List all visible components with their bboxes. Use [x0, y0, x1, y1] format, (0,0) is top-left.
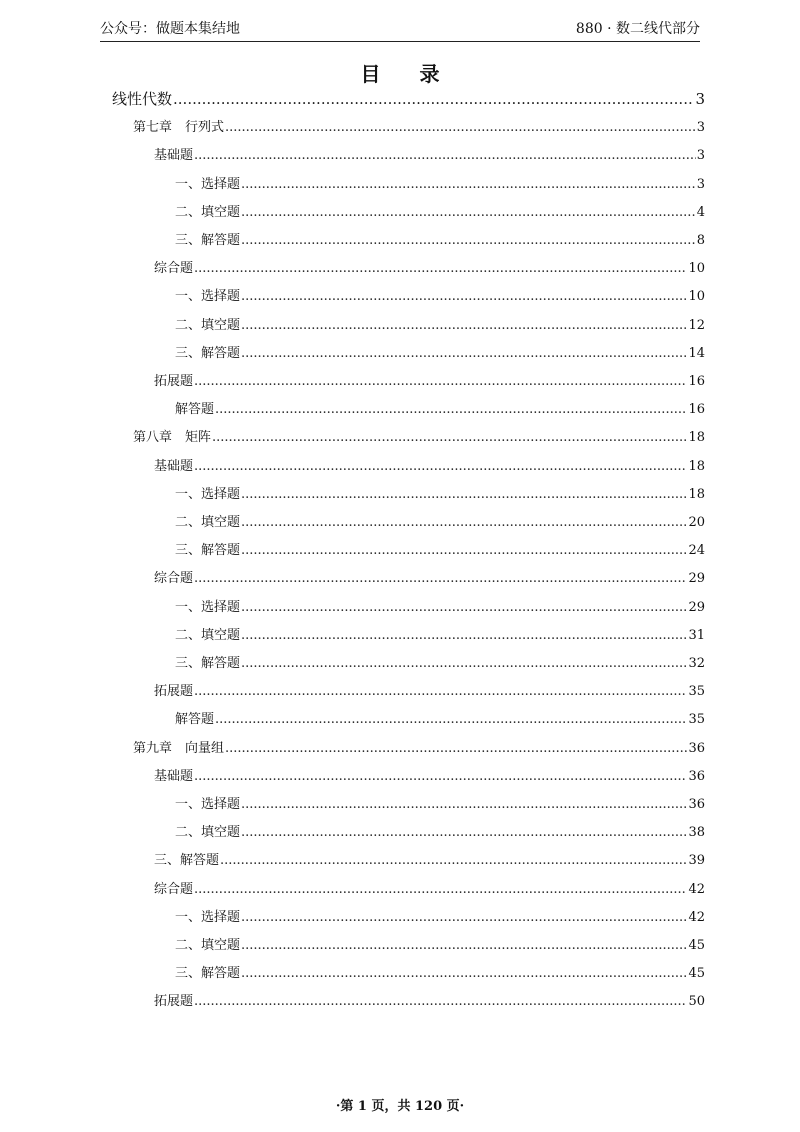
toc-entry-page-number: 29 [688, 571, 705, 587]
toc-leader-dots [194, 374, 687, 389]
toc-entry-label: 第九章 向量组 [133, 740, 225, 756]
toc-entry-page-number: 36 [688, 768, 705, 784]
toc-entry[interactable] [133, 426, 705, 445]
toc-entry[interactable] [175, 285, 705, 304]
toc-entry-page-number: 3 [696, 120, 705, 136]
toc-entry[interactable] [154, 567, 705, 586]
toc-entry[interactable] [154, 455, 705, 474]
toc-entry[interactable] [175, 398, 705, 417]
toc-entry-page-number: 16 [688, 374, 705, 389]
toc-leader-dots [241, 656, 687, 671]
toc-entry-page-number: 32 [688, 656, 705, 671]
toc-entry[interactable] [154, 990, 705, 1009]
toc-entry[interactable] [154, 257, 705, 276]
toc-leader-dots [173, 90, 694, 108]
toc-entry-page-number: 10 [688, 289, 705, 305]
toc-entry-page-number: 16 [688, 402, 705, 418]
toc-entry-label: 三、解答题 [175, 233, 241, 248]
toc-leader-dots [241, 318, 687, 333]
toc-entry-label: 解答题 [175, 402, 215, 418]
toc-entry-label: 一、选择题 [175, 797, 241, 812]
toc-leader-dots [241, 487, 687, 502]
toc-entry-page-number: 18 [688, 458, 705, 474]
toc-entry-label: 二、填空题 [175, 627, 241, 643]
toc-entry-page-number: 42 [688, 909, 705, 925]
toc-entry[interactable] [154, 370, 705, 389]
header-left-text: 公众号：做题本集结地 [100, 21, 240, 37]
toc-entry-page-number: 12 [688, 317, 705, 333]
toc-leader-dots [194, 684, 687, 699]
toc-entry[interactable] [175, 539, 705, 558]
toc-entry[interactable] [175, 962, 705, 981]
toc-leader-dots [241, 346, 687, 361]
toc-entry[interactable] [133, 116, 705, 135]
toc-entry-label: 综合题 [154, 881, 194, 897]
toc-leader-dots [241, 938, 687, 953]
toc-entry-page-number: 4 [696, 204, 705, 220]
toc-entry-page-number: 31 [688, 627, 705, 643]
toc-entry-page-number: 8 [696, 233, 705, 248]
toc-entry-label: 二、填空题 [175, 204, 241, 220]
toc-leader-dots [241, 205, 696, 220]
header-right-text: 880 · 数二线代部分 [575, 21, 700, 37]
toc-entry-label: 一、选择题 [175, 909, 241, 925]
toc-entry-page-number: 3 [696, 176, 705, 192]
toc-entry-label: 基础题 [154, 148, 194, 164]
toc-leader-dots [241, 515, 687, 530]
toc-entry-page-number: 10 [688, 261, 705, 277]
toc-entry-page-number: 3 [696, 148, 705, 164]
toc-entry-page-number: 29 [688, 599, 705, 615]
toc-entry-page-number: 39 [688, 853, 705, 869]
toc-leader-dots [194, 148, 696, 163]
toc-entry-page-number: 18 [688, 430, 705, 446]
toc-leader-dots [241, 966, 687, 981]
toc-entry-label: 二、填空题 [175, 825, 241, 841]
toc-entry[interactable] [175, 934, 705, 953]
toc-entry-page-number: 36 [688, 740, 705, 756]
toc-leader-dots [194, 882, 687, 897]
toc-leader-dots [241, 543, 687, 558]
toc-entry-label: 三、解答题 [154, 853, 220, 869]
toc-entry-page-number: 35 [688, 684, 705, 700]
toc-entry-label: 综合题 [154, 261, 194, 277]
toc-leader-dots [241, 233, 696, 248]
toc-entry-label: 第八章 矩阵 [133, 430, 212, 446]
toc-entry[interactable] [175, 624, 705, 643]
toc-leader-dots [241, 825, 687, 840]
toc-leader-dots [220, 853, 687, 868]
toc-entry-page-number: 45 [688, 938, 705, 953]
toc-entry[interactable] [154, 680, 705, 699]
page-footer: ·第 1 页，共 120 页· [335, 1099, 465, 1114]
toc-entry[interactable] [175, 342, 705, 361]
toc-entry-label: 拓展题 [154, 994, 194, 1010]
toc-entry-label: 三、解答题 [175, 345, 241, 361]
toc-leader-dots [194, 769, 687, 784]
toc-entry[interactable] [154, 144, 705, 163]
toc-entry[interactable] [154, 765, 705, 784]
page-header [100, 14, 700, 42]
toc-entry-label: 一、选择题 [175, 289, 241, 305]
toc-entry[interactable] [175, 173, 705, 192]
toc-entry-label: 一、选择题 [175, 486, 241, 502]
toc-leader-dots [194, 571, 687, 586]
page-title: 目 录 [360, 62, 456, 86]
toc-entry[interactable] [175, 793, 705, 812]
toc-entry-page-number: 42 [688, 881, 705, 897]
toc-entry-label: 一、选择题 [175, 599, 241, 615]
toc-leader-dots [225, 741, 687, 756]
toc-entry-page-number: 36 [688, 797, 705, 812]
toc-entry[interactable] [175, 201, 705, 220]
toc-leader-dots [241, 797, 687, 812]
toc-entry[interactable] [175, 652, 705, 671]
toc-entry[interactable] [175, 906, 705, 925]
toc-leader-dots [212, 430, 687, 445]
toc-entry-label: 第七章 行列式 [133, 120, 225, 136]
toc-entry-label: 基础题 [154, 768, 194, 784]
toc-leader-dots [241, 628, 687, 643]
toc-entry-label: 线性代数 [112, 90, 173, 108]
toc-leader-dots [194, 459, 687, 474]
toc-leader-dots [194, 261, 687, 276]
toc-entry[interactable] [154, 849, 705, 868]
toc-entry-page-number: 45 [688, 966, 705, 982]
toc-entry-page-number: 18 [688, 486, 705, 502]
toc-entry-label: 二、填空题 [175, 317, 241, 333]
toc-entry[interactable] [154, 878, 705, 897]
toc-entry-label: 综合题 [154, 571, 194, 587]
toc-entry-label: 一、选择题 [175, 176, 241, 192]
toc-entry-page-number: 50 [688, 994, 705, 1010]
toc-entry-label: 解答题 [175, 712, 215, 728]
toc-entry-label: 拓展题 [154, 374, 194, 389]
toc-entry[interactable] [175, 229, 705, 248]
toc-leader-dots [241, 177, 696, 192]
toc-entry-label: 二、填空题 [175, 515, 241, 530]
toc-entry-page-number: 24 [688, 543, 705, 559]
toc-entry-page-number: 38 [688, 825, 705, 841]
toc-entry-label: 三、解答题 [175, 656, 241, 671]
toc-entry[interactable] [175, 821, 705, 840]
toc-entry-label: 拓展题 [154, 684, 194, 700]
toc-entry-page-number: 14 [688, 345, 705, 361]
toc-entry[interactable] [112, 88, 705, 109]
toc-leader-dots [241, 289, 687, 304]
toc-entry[interactable] [175, 483, 705, 502]
toc-entry[interactable] [175, 708, 705, 727]
toc-leader-dots [241, 910, 687, 925]
toc-entry[interactable] [175, 596, 705, 615]
toc-leader-dots [194, 994, 687, 1009]
toc-entry[interactable] [175, 511, 705, 530]
toc-entry-page-number: 20 [688, 515, 705, 530]
toc-leader-dots [225, 120, 696, 135]
toc-leader-dots [241, 600, 687, 615]
toc-entry-page-number: 35 [688, 712, 705, 728]
toc-entry[interactable] [175, 314, 705, 333]
toc-entry-label: 基础题 [154, 458, 194, 474]
toc-entry[interactable] [133, 737, 705, 756]
toc-entry-label: 三、解答题 [175, 966, 241, 982]
toc-entry-page-number: 3 [695, 90, 705, 108]
toc-leader-dots [215, 712, 687, 727]
toc-entry-label: 三、解答题 [175, 543, 241, 559]
toc-leader-dots [215, 402, 687, 417]
toc-entry-label: 二、填空题 [175, 938, 241, 953]
